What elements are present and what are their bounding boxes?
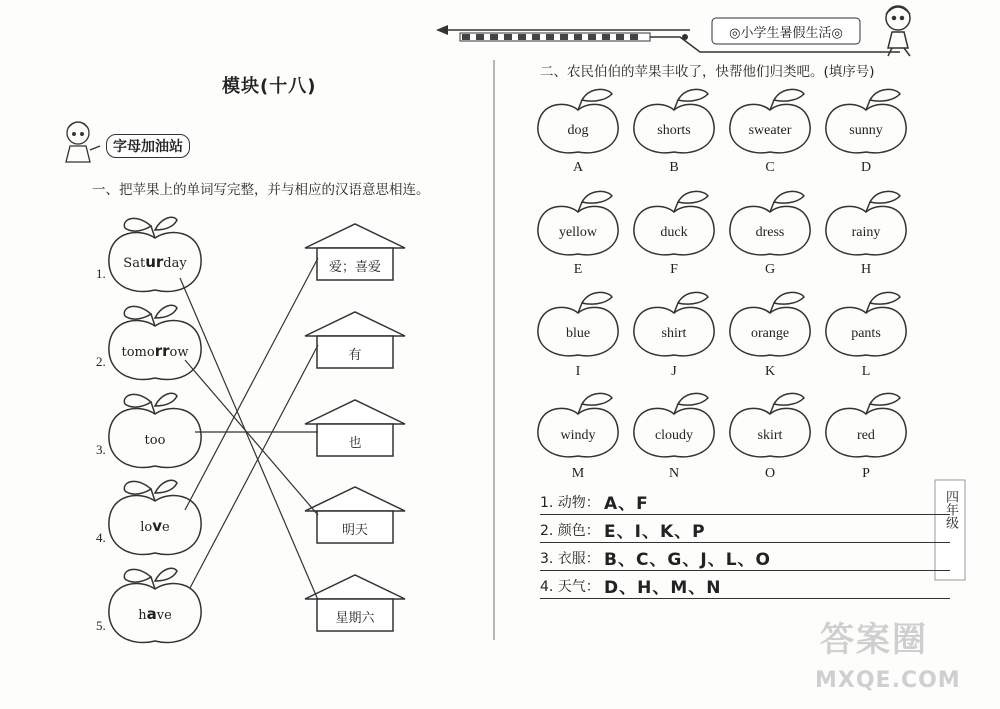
part1-instruction: 一、把苹果上的单词写完整，并与相应的汉语意思相连。: [92, 182, 430, 198]
fruit-word-i: blue: [565, 326, 591, 341]
header-checker-band: [460, 33, 650, 41]
watermark-text-secondary: MXQE.COM: [815, 668, 961, 693]
apple-word-prefix: lo: [140, 520, 153, 535]
fruit-word-j: shirt: [661, 326, 687, 341]
apple-word-prefix: h: [138, 608, 147, 623]
fruit-word-a: dog: [567, 123, 589, 138]
apple-number-3: 3.: [96, 442, 106, 457]
fruit-letter-b: B: [669, 160, 679, 175]
apple-word-suffix: ve: [156, 608, 172, 623]
fruit-letter-n: N: [668, 466, 680, 481]
apple-word-suffix: day: [163, 256, 187, 271]
apple-number-1: 1.: [96, 266, 106, 281]
fruit-letter-f: F: [670, 262, 678, 277]
section-badge: 字母加油站: [106, 134, 190, 158]
fruit-letter-p: P: [862, 466, 870, 481]
fruit-letter-a: A: [572, 160, 584, 175]
category-label: 4. 天气：: [540, 579, 600, 595]
category-row-3: [540, 548, 950, 571]
apple-word-prefix: tomo: [121, 345, 155, 360]
fruit-letter-i: I: [575, 364, 581, 379]
fruit-letter-e: E: [573, 262, 583, 277]
fruit-word-d: sunny: [849, 123, 883, 138]
header-brand: ◎小学生暑假生活◎: [729, 26, 843, 41]
fruit-word-n: cloudy: [654, 428, 694, 443]
apple-word-fill[interactable]: ur: [145, 253, 164, 271]
fruit-word-e: yellow: [558, 225, 598, 240]
apple-word-suffix: e: [162, 520, 170, 535]
apple-word-fill[interactable]: a: [146, 605, 157, 623]
apple-word-2[interactable]: [110, 342, 200, 360]
apple-word-suffix: oo: [149, 433, 166, 448]
category-label: 1. 动物：: [540, 495, 600, 511]
fruit-letter-d: D: [860, 160, 872, 175]
fruit-word-b: shorts: [657, 123, 691, 138]
fruit-word-o: skirt: [757, 428, 783, 443]
module-title: 模块(十八): [222, 76, 317, 97]
fruit-word-h: rainy: [851, 225, 881, 240]
apple-word-3[interactable]: [110, 430, 200, 448]
apple-number-5: 5.: [96, 618, 106, 633]
fruit-word-c: sweater: [748, 123, 792, 138]
kid-mascot-icon: [886, 6, 910, 56]
header-dot: [682, 34, 688, 40]
category-row-1: [540, 492, 950, 515]
fruit-word-k: orange: [750, 326, 790, 341]
boy-icon: [66, 122, 100, 162]
house-label-1[interactable]: 爱；喜爱: [328, 260, 381, 275]
apple-word-fill[interactable]: v: [152, 517, 163, 535]
fruit-word-m: windy: [560, 428, 596, 443]
house-label-5[interactable]: 星期六: [335, 611, 375, 626]
fruit-word-f: duck: [660, 225, 688, 240]
apple-word-fill[interactable]: rr: [154, 342, 170, 360]
grade-side-tab: 四年级: [943, 490, 958, 529]
house-label-2[interactable]: 有: [348, 348, 362, 363]
header-arrow-head: [436, 25, 448, 35]
watermark-text-primary: 答案圈: [820, 620, 928, 660]
category-label: 3. 衣服：: [540, 551, 600, 567]
apple-word-4[interactable]: [110, 517, 200, 535]
fruit-word-p: red: [857, 428, 875, 443]
category-answer[interactable]: B、C、G、J、L、O: [604, 550, 771, 570]
fruit-letter-c: C: [765, 160, 775, 175]
category-answer[interactable]: D、H、M、N: [604, 578, 722, 598]
apple-number-4: 4.: [96, 530, 106, 545]
fruit-letter-g: G: [764, 262, 776, 277]
fruit-letter-o: O: [764, 466, 776, 481]
fruit-letter-m: M: [571, 466, 585, 481]
house-label-4[interactable]: 明天: [341, 523, 368, 538]
fruit-word-g: dress: [755, 225, 785, 240]
apple-word-5[interactable]: [110, 605, 200, 623]
category-answer[interactable]: A、F: [604, 494, 649, 514]
fruit-letter-h: H: [860, 262, 872, 277]
apple-word-prefix: t: [144, 433, 150, 448]
apple-word-1[interactable]: [110, 253, 200, 271]
apple-word-suffix: ow: [169, 345, 189, 360]
fruit-letter-j: J: [671, 364, 677, 379]
houses: [305, 224, 405, 631]
apple-number-2: 2.: [96, 354, 106, 369]
category-row-4: [540, 576, 950, 599]
fruit-letter-k: K: [764, 364, 776, 379]
category-label: 2. 颜色：: [540, 523, 600, 539]
category-row-2: [540, 520, 950, 543]
apple-word-prefix: Sat: [123, 256, 146, 271]
fruit-letter-l: L: [861, 364, 871, 379]
category-answer[interactable]: E、I、K、P: [604, 522, 706, 542]
fruit-word-l: pants: [851, 326, 881, 341]
match-line-5: [190, 345, 318, 588]
part2-instruction: 二、农民伯伯的苹果丰收了，快帮他们归类吧。(填序号): [540, 64, 875, 80]
house-label-3[interactable]: 也: [348, 436, 362, 451]
